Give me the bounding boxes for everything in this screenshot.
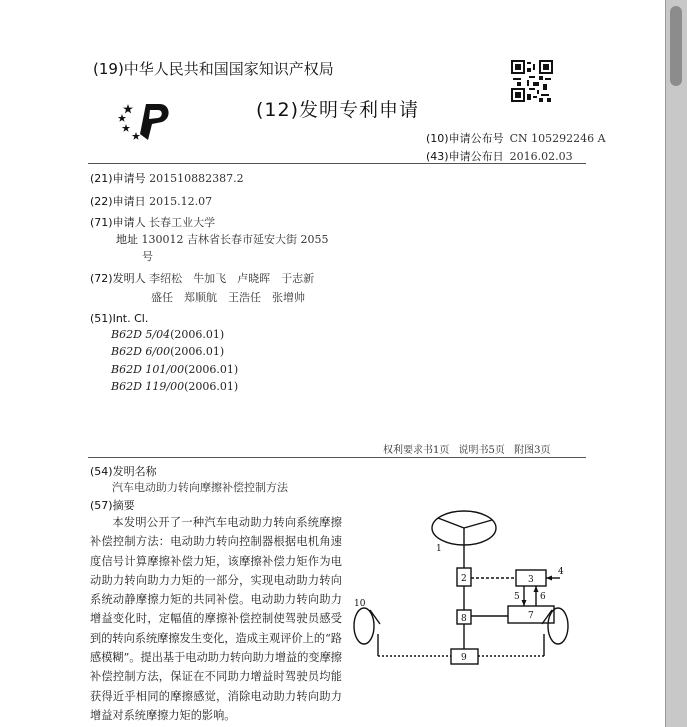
qr-code-icon <box>511 60 553 102</box>
publication-date: (43)申请公布日 2016.02.03 <box>426 150 573 163</box>
classification-item: B62D 101/00(2006.01) <box>111 363 239 376</box>
abstract-divider <box>88 457 586 458</box>
diagram-label-8: 8 <box>461 614 467 624</box>
office-name: (19)中华人民共和国国家知识产权局 <box>93 60 334 78</box>
diagram-label-7: 7 <box>528 611 534 621</box>
int-cl-label: (51)Int. Cl. <box>90 312 149 325</box>
applicant: (71)申请人 长春工业大学 <box>90 216 216 229</box>
page-counts: 权利要求书1页 说明书5页 附图3页 <box>383 445 551 456</box>
abstract-text: 本发明公开了一种汽车电动助力转向系统摩擦补偿控制方法：电动助力转向控制器根据电机角速度信号计算摩擦补偿力矩，该摩擦补偿力矩作为电动助力转向助力力矩的一部分，实现电动助力转向系统动静摩擦力矩的共同补偿。电动助力转向助力增益变化时，定幅值的摩擦补偿控制使驾驶员感受到的转向系统摩擦发生变化，造成主观评价上的“路感模糊”。提出基于电动助力转向助力增益的变摩擦补偿控制方法，保证在不同助力增益时驾驶员均能获得近乎相同的摩擦感觉，消除电动助力转向助力增益对系统摩擦力矩的影响。 <box>90 516 342 722</box>
diagram-label-5: 5 <box>514 592 520 602</box>
invention-title: 汽车电动助力转向摩擦补偿控制方法 <box>112 481 288 494</box>
diagram-label-6: 6 <box>540 592 546 602</box>
abstract-label: (57)摘要 <box>90 499 135 512</box>
address: 地址 130012 吉林省长春市延安大街 2055 <box>116 233 329 246</box>
vertical-scrollbar[interactable] <box>665 0 687 727</box>
application-number: (21)申请号 201510882387.2 <box>90 172 244 185</box>
diagram-label-10: 10 <box>354 599 366 609</box>
inventors: (72)发明人 李绍松 牛加飞 卢晓晖 于志新 <box>90 272 315 285</box>
classification-item: B62D 5/04(2006.01) <box>111 328 225 341</box>
classification-item: B62D 6/00(2006.01) <box>111 345 225 358</box>
diagram-label-1: 1 <box>436 544 442 554</box>
inventors-continued: 盛任 郑顺航 王浩任 张增帅 <box>151 291 305 304</box>
classification-item: B62D 119/00(2006.01) <box>111 380 239 393</box>
header-divider <box>88 163 586 164</box>
scrollbar-thumb[interactable] <box>670 6 682 86</box>
application-date: (22)申请日 2015.12.07 <box>90 195 213 208</box>
address-continued: 号 <box>142 250 153 263</box>
diagram-label-3: 3 <box>528 575 534 585</box>
steering-system-diagram <box>346 506 576 724</box>
title-label: (54)发明名称 <box>90 465 157 478</box>
diagram-label-4: 4 <box>558 567 564 577</box>
document-type: (12)发明专利申请 <box>256 99 420 121</box>
publication-number: (10)申请公布号 CN 105292246 A <box>426 132 606 145</box>
diagram-label-9: 9 <box>461 653 467 663</box>
diagram-label-2: 2 <box>461 574 467 584</box>
cnipa-emblem-icon <box>116 100 178 144</box>
